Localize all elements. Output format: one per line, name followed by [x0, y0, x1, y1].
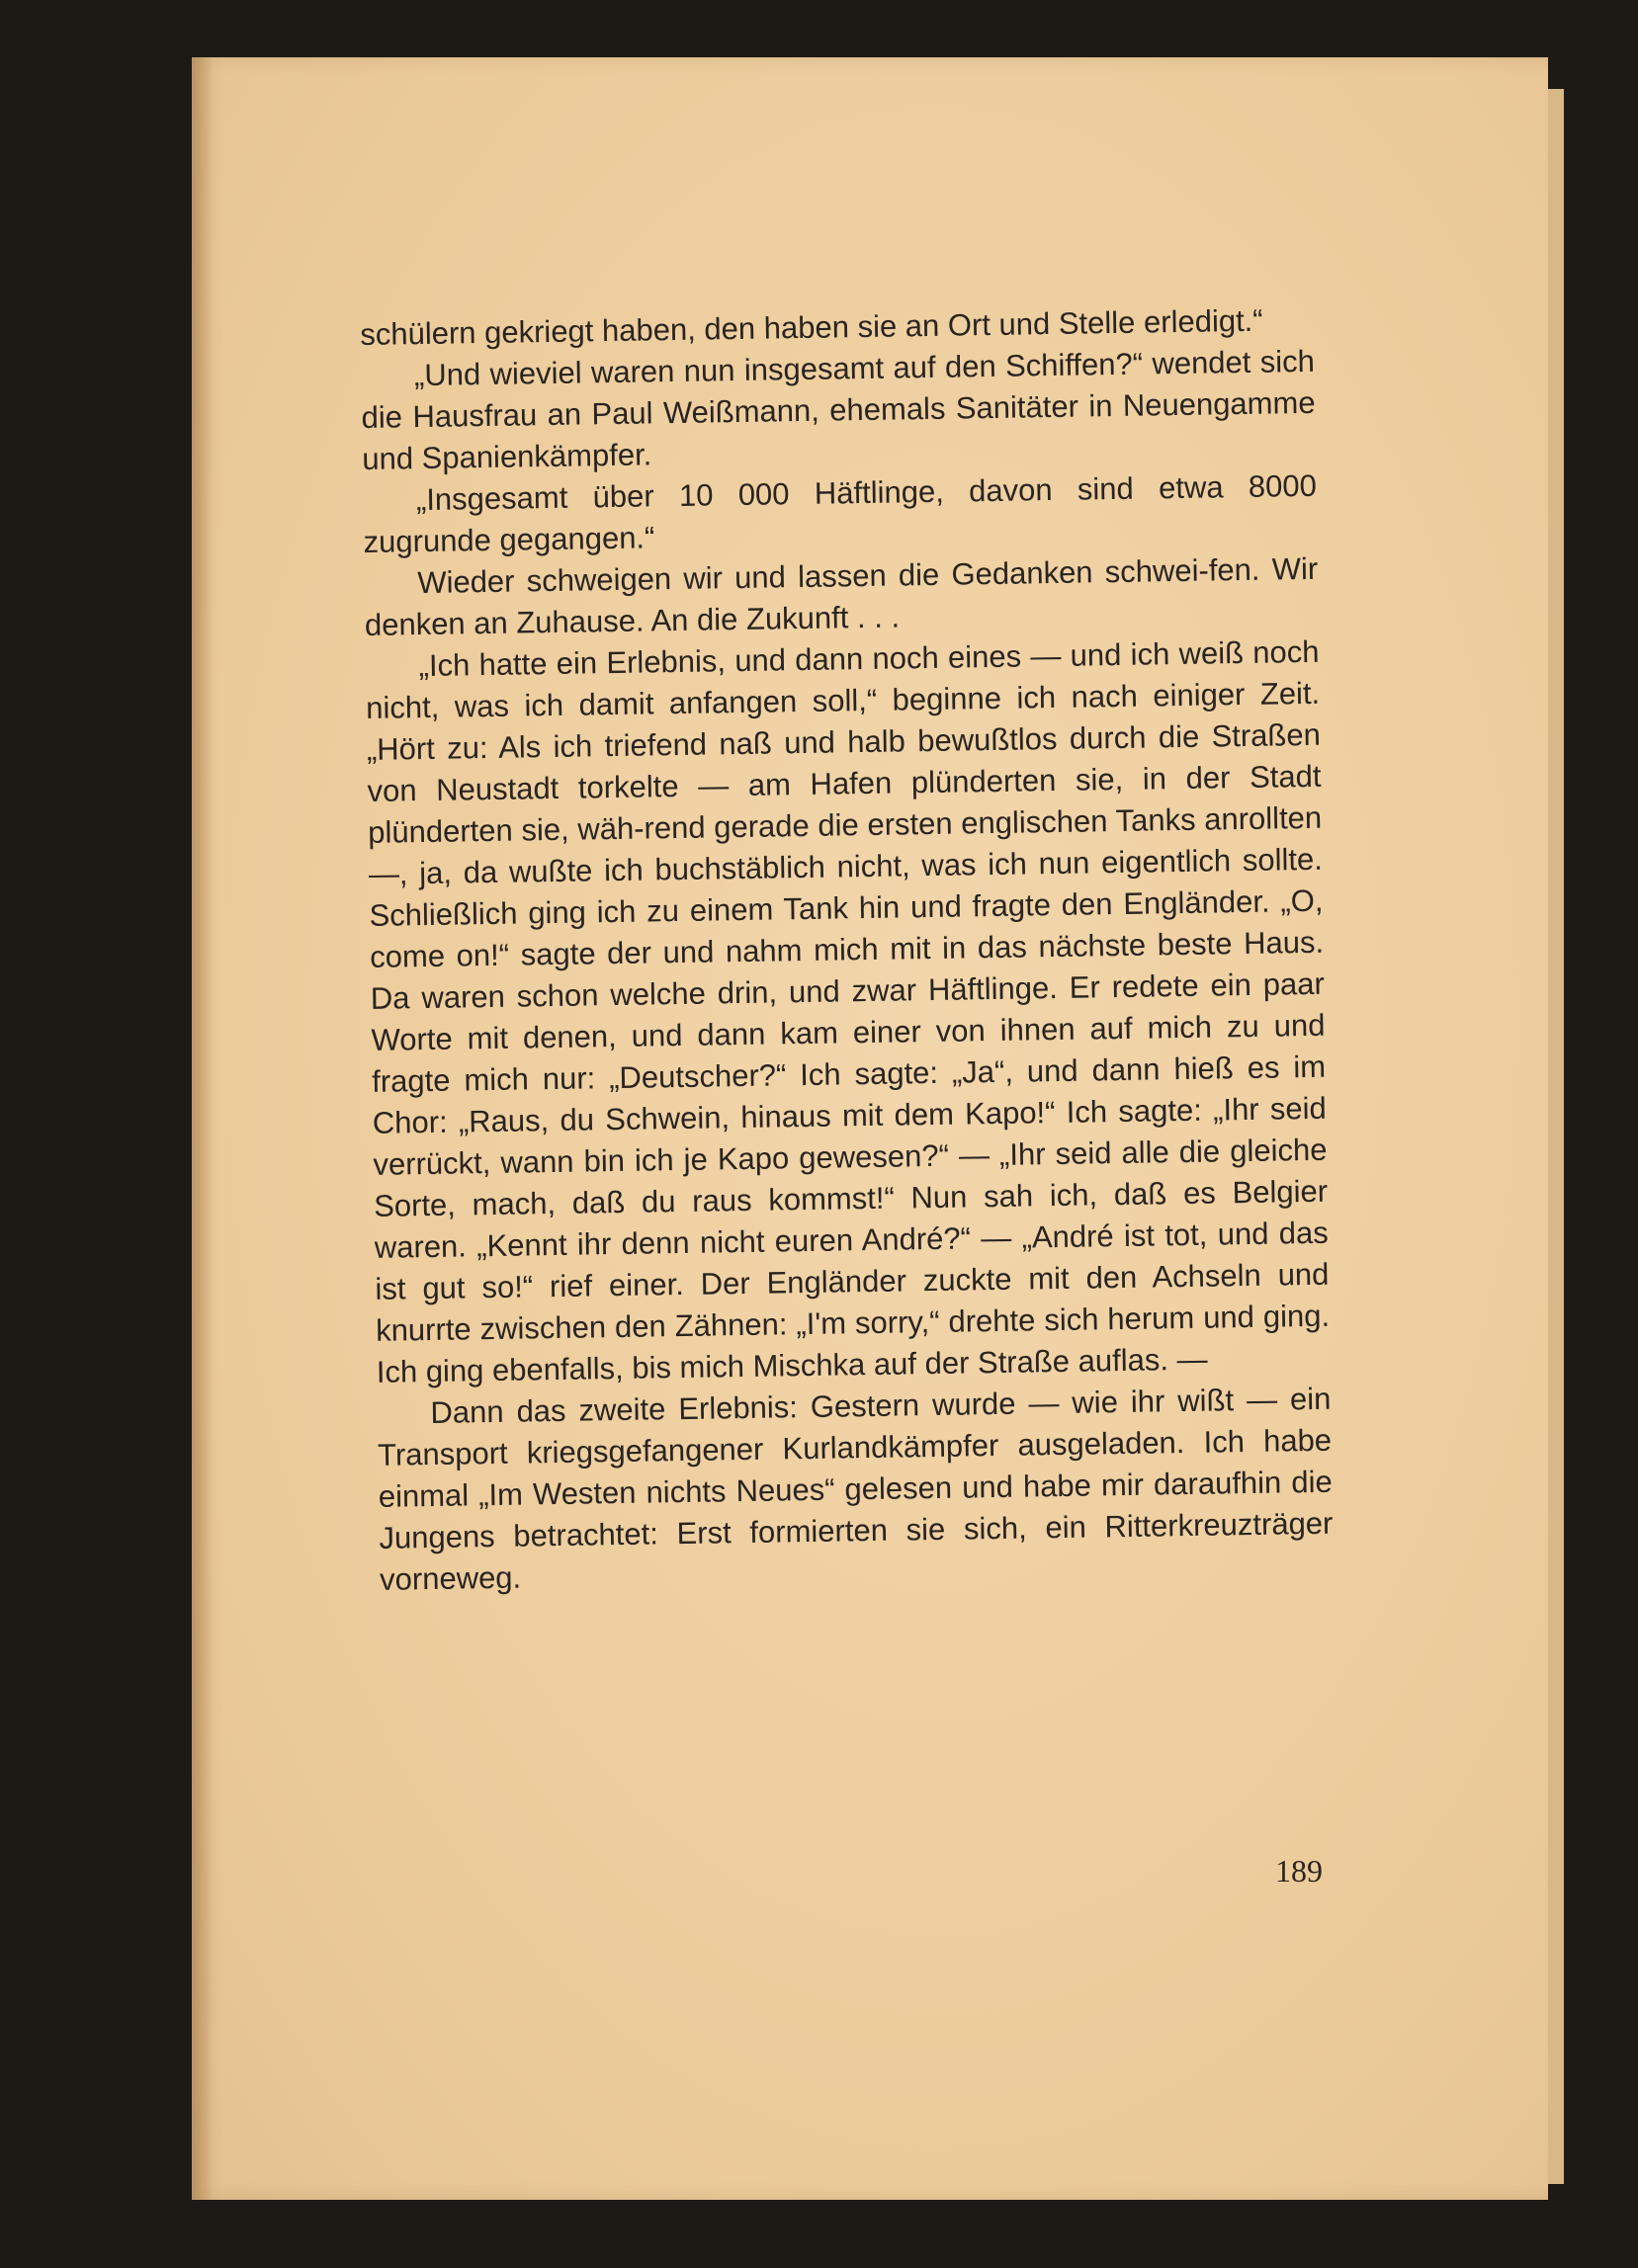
paragraph-1: schülern gekriegt haben, den haben sie an Ort und Stelle erledigt.“: [360, 302, 1263, 352]
page-number: 189: [1275, 1853, 1323, 1889]
body-text: [360, 299, 1334, 1601]
page-spine-shadow: [192, 57, 214, 2200]
paragraph-4: Wieder schweigen wir und lassen die Gedanken schwei-fen. Wir denken an Zuhause. An die Zukunft . . .: [364, 550, 1319, 642]
paragraph-2: „Und wieviel waren nun insgesamt auf den Schiffen?“ wendet sich die Hausfrau an Paul Weißmann, ehemals Sanitäter in Neuengamme und Spanienkämpfer.: [361, 343, 1316, 476]
paragraph-3: „Insgesamt über 10 000 Häftlinge, davon sind etwa 8000 zugrunde gegangen.“: [363, 467, 1318, 559]
page-edge: [1548, 89, 1564, 2184]
paragraph-5: „Ich hatte ein Erlebnis, und dann noch eines — und ich weiß noch nicht, was ich damit anfangen soll,“ beginne ich nach einiger Zeit. „Hört zu: Als ich triefend naß und halb bewußtlos durch die Straßen von Neustadt torkelte — am Hafen plünderten sie, in der Stadt plünderten sie, wäh-rend gerade die ersten englischen Tanks anrollten —, ja, da wußte ich buchstäblich nicht, was ich nun eigentlich sollte. Schließlich ging ich zu einem Tank hin und fragte den Engländer. „O, come on!“ sagte der und nahm mich mit in das nächste beste Haus. Da waren schon welche drin, und zwar Häftlinge. Er redete ein paar Worte mit denen, und dann kam einer von ihnen auf mich zu und fragte mich nur: „Deutscher?“ Ich sagte: „Ja“, und dann hieß es im Chor: „Raus, du Schwein, hinaus mit dem Kapo!“ Ich sagte: „Ihr seid verrückt, wann bin ich je Kapo gewesen?“ — „Ihr seid alle die gleiche Sorte, mach, daß du raus kommst!“ Nun sah ich, daß es Belgier waren. „Kennt ihr denn nicht euren André?“ — „André ist tot, und das ist gut so!“ rief einer. Der Engländer zuckte mit den Achseln und knurrte zwischen den Zähnen: „I'm sorry,“ drehte sich herum und ging. Ich ging ebenfalls, bis mich Mischka auf der Straße auflas. —: [365, 633, 1331, 1389]
paragraph-6: Dann das zweite Erlebnis: Gestern wurde — wie ihr wißt — ein Transport kriegsgefangener Kurlandkämpfer ausgeladen. Ich habe einmal „Im Westen nichts Neues“ gelesen und habe mir daraufhin die Jungens betrachtet: Erst formierten sie sich, ein Ritterkreuzträger vorneweg.: [377, 1381, 1334, 1597]
